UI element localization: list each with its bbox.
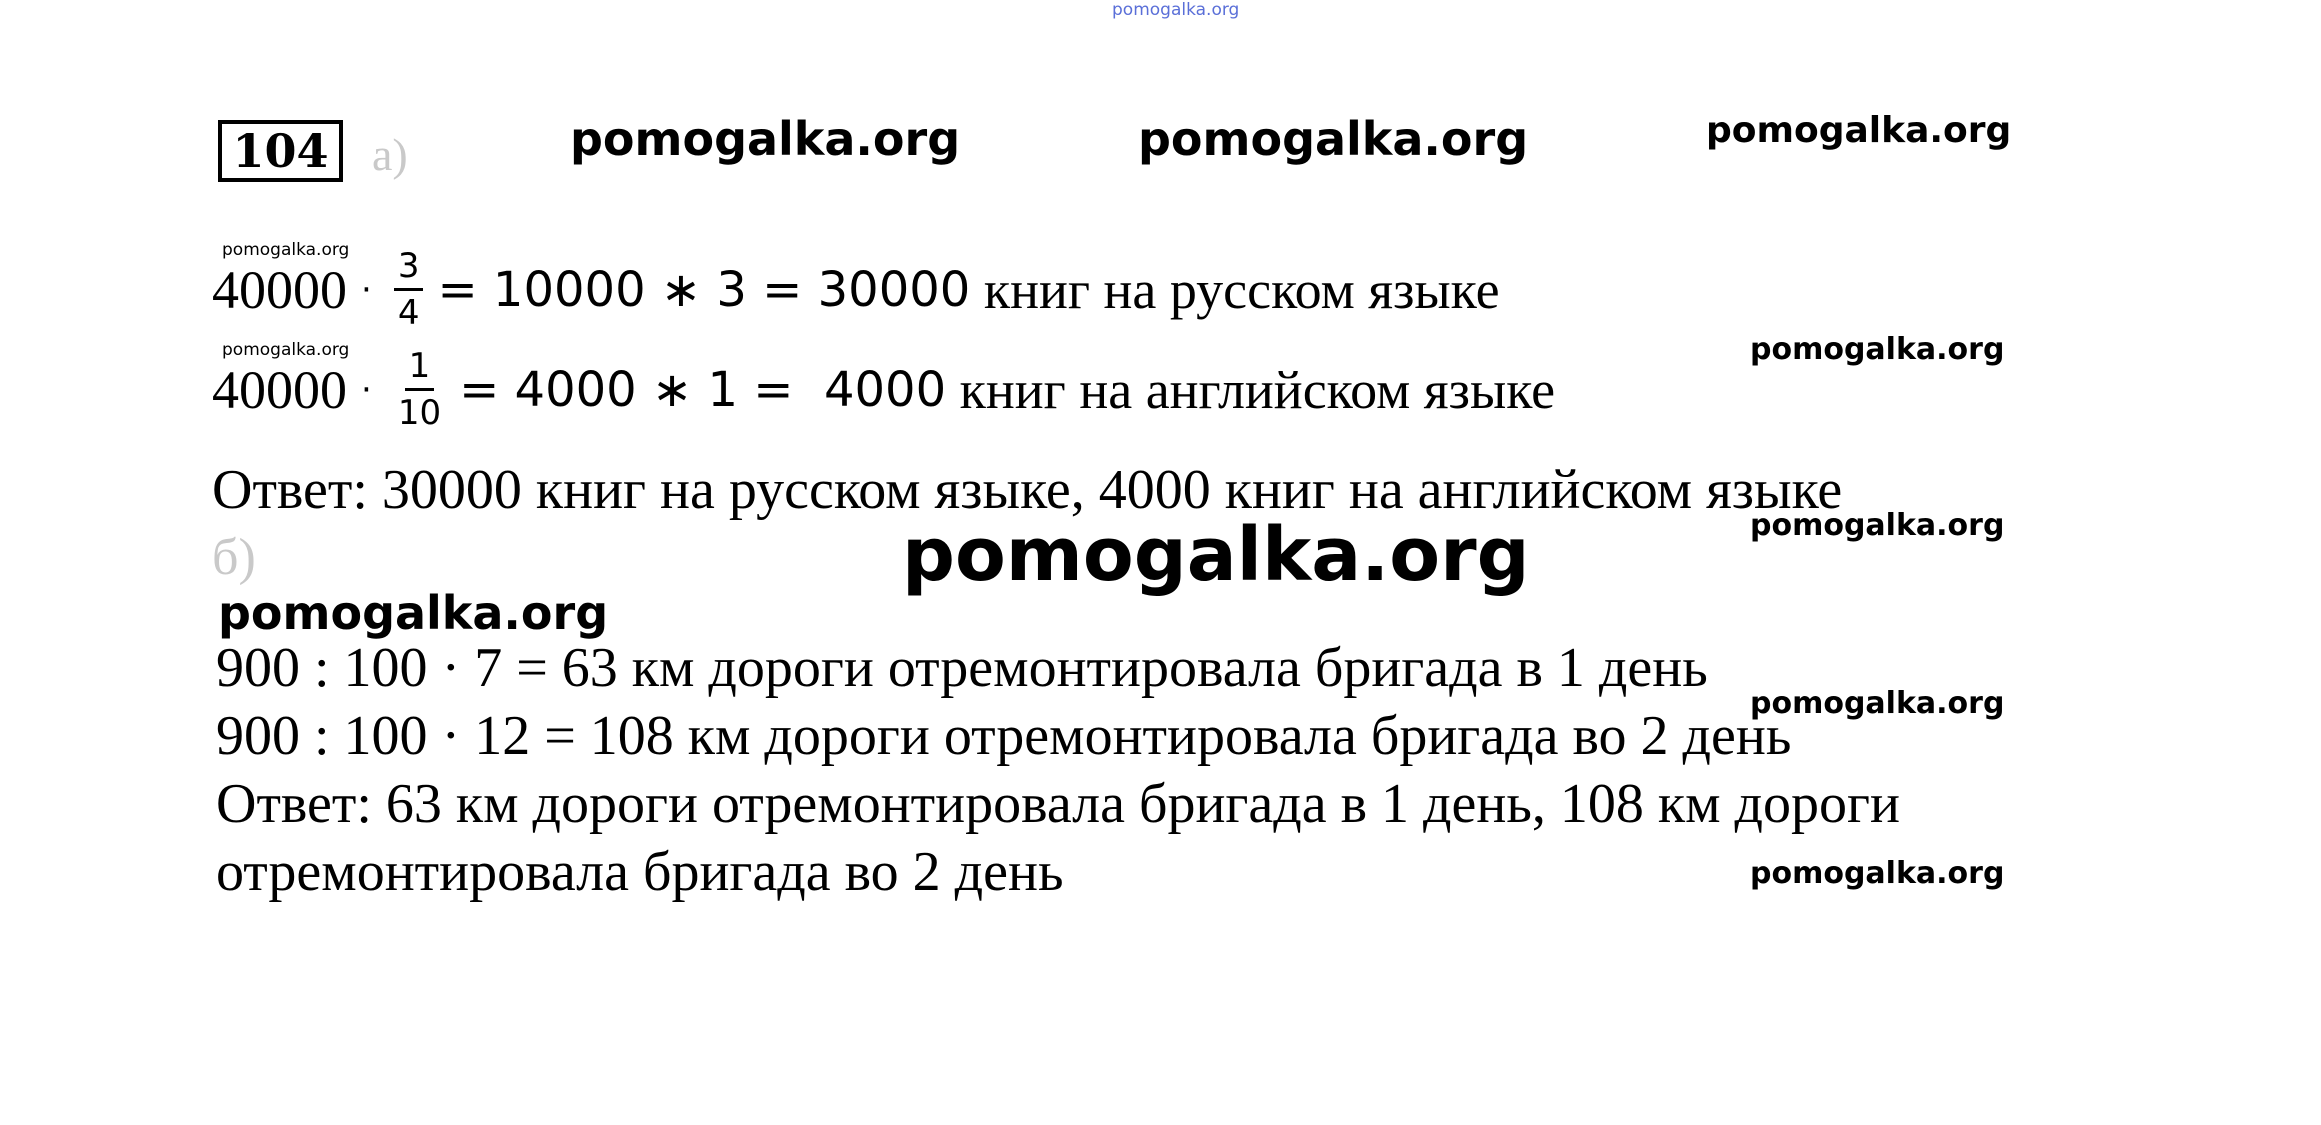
watermark-left-b: pomogalka.org <box>218 586 609 640</box>
equation-text: книг на английском языке <box>946 359 1556 420</box>
part-b-answer-line-2: отремонтировала бригада во 2 день <box>216 841 1064 903</box>
equation-rest: = 10000 ∗ 3 = 30000 <box>437 261 971 318</box>
fraction-denominator: 10 <box>397 393 442 433</box>
equation-rest: = 4000 ∗ 1 = 4000 <box>459 361 947 418</box>
multiply-dot: · <box>361 269 372 310</box>
part-a-line-1 <box>212 246 1500 333</box>
watermark-right-2: pomogalka.org <box>1750 508 2005 543</box>
part-b-answer-line-1: Ответ: 63 км дороги отремонтировала бригада в 1 день, 108 км дороги <box>216 773 1900 835</box>
multiply-dot: · <box>361 369 372 410</box>
task-number: 104 <box>218 120 343 182</box>
part-a-label: а) <box>372 129 408 180</box>
operand: 40000 <box>212 359 347 420</box>
equation-text: книг на русском языке <box>970 259 1500 320</box>
fraction-denominator: 4 <box>397 293 420 333</box>
fraction-numerator: 1 <box>405 346 435 391</box>
fraction <box>394 346 445 433</box>
watermark-small-2: pomogalka.org <box>222 340 350 360</box>
watermark-header-1: pomogalka.org <box>570 112 961 166</box>
fraction-numerator: 3 <box>394 246 424 291</box>
watermark-small-1: pomogalka.org <box>222 240 350 260</box>
part-a-line-2 <box>212 346 1555 433</box>
operand: 40000 <box>212 259 347 320</box>
watermark-header-2: pomogalka.org <box>1138 112 1529 166</box>
part-b-line-1: 900 : 100 · 7 = 63 км дороги отремонтировала бригада в 1 день <box>216 637 1708 699</box>
part-b-line-2: 900 : 100 · 12 = 108 км дороги отремонтировала бригада во 2 день <box>216 705 1792 767</box>
watermark-center-big: pomogalka.org <box>902 512 1530 598</box>
watermark-right-1: pomogalka.org <box>1750 332 2005 367</box>
fraction <box>394 246 424 333</box>
part-b-label: б) <box>212 529 256 586</box>
watermark-right-3: pomogalka.org <box>1750 686 2005 721</box>
watermark-right-4: pomogalka.org <box>1750 856 2005 891</box>
watermark-header-3: pomogalka.org <box>1706 110 2012 151</box>
part-a-answer: Ответ: 30000 книг на русском языке, 4000 книг на английском языке <box>212 459 1843 521</box>
watermark-top: pomogalka.org <box>1112 0 1240 20</box>
